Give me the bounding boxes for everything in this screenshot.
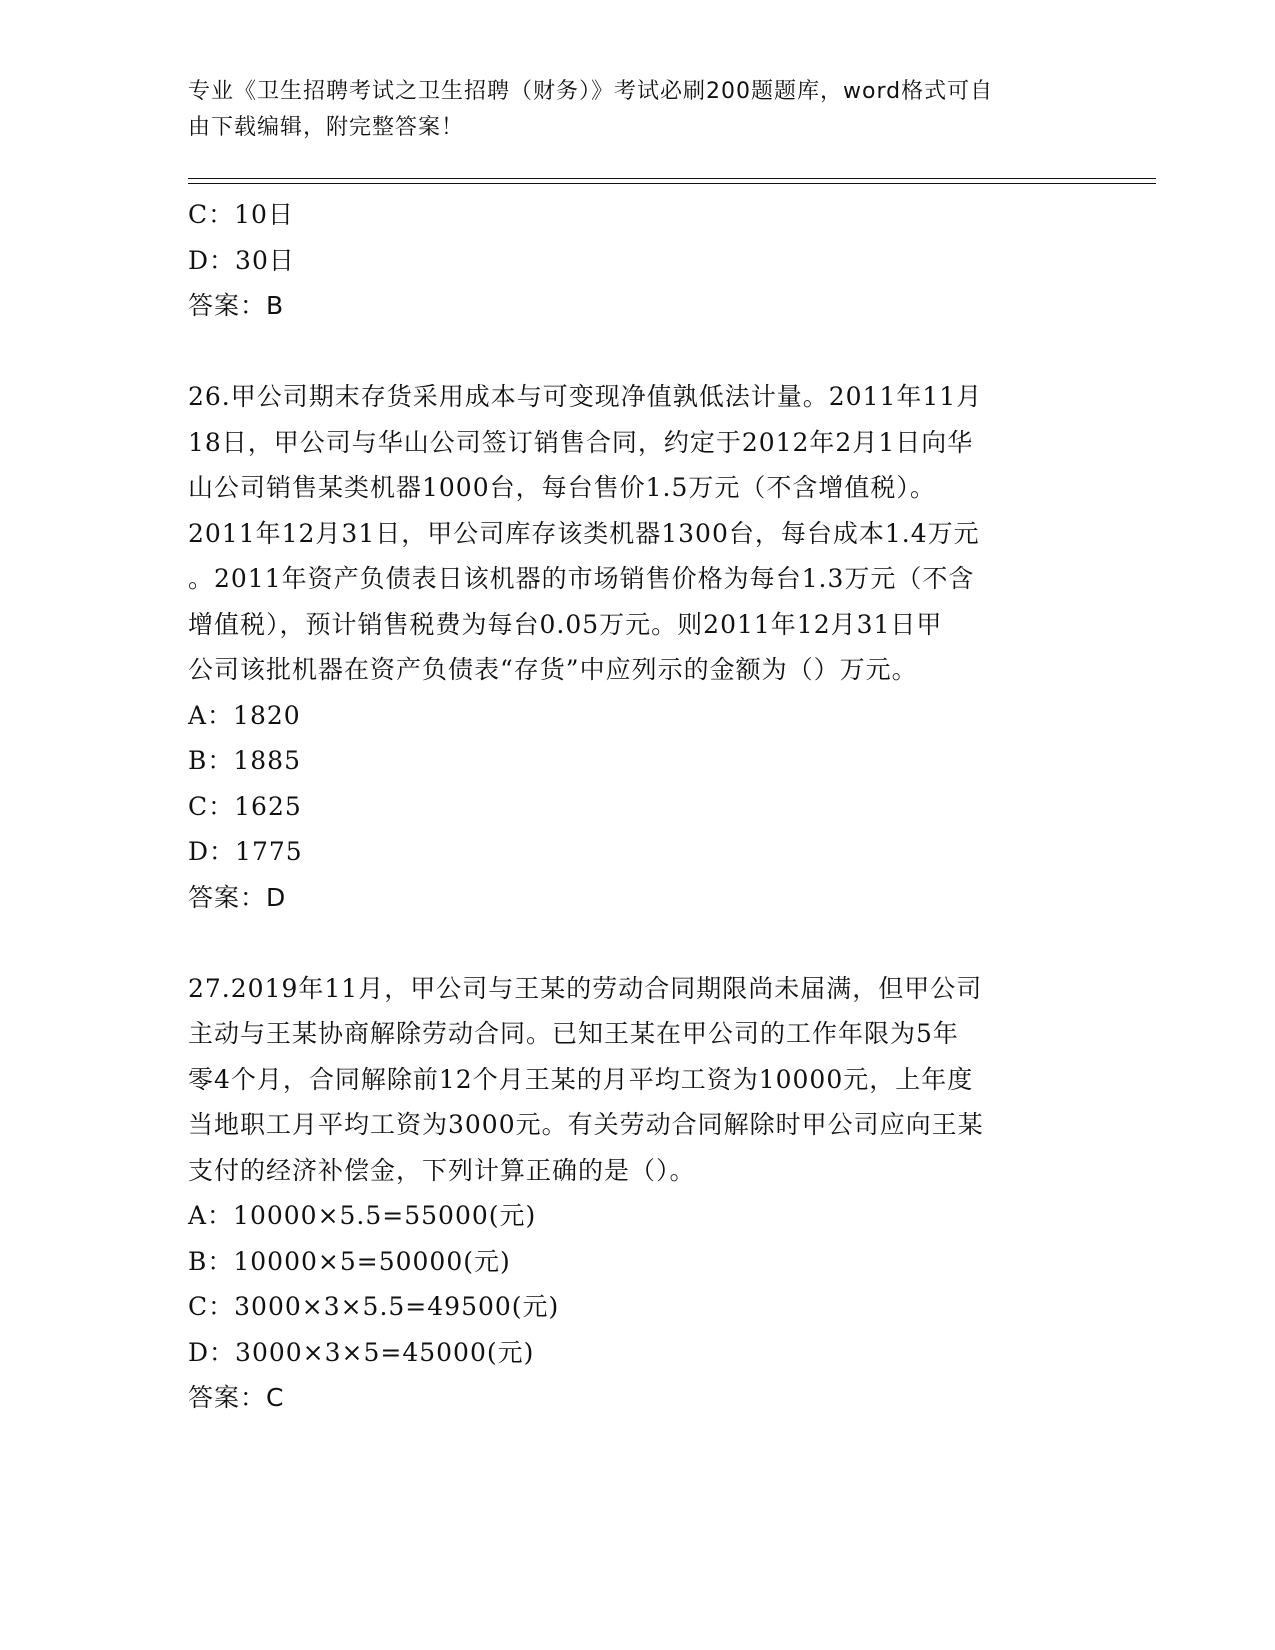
answer-line: 答案：D: [188, 882, 287, 912]
option-b: B：10000×5=50000(元): [188, 1246, 511, 1276]
header-divider-bottom: [188, 183, 1156, 184]
question-26: [188, 374, 1088, 920]
document-body: [188, 192, 1088, 1421]
header-line-1: 专业《卫生招聘考试之卫生招聘（财务）》考试必刷200题题库，word格式可自: [188, 79, 994, 104]
option-d: D：3000×3×5=45000(元): [188, 1337, 535, 1367]
question-text-line: 零4个月，合同解除前12个月王某的月平均工资为10000元，上年度: [188, 1064, 974, 1094]
question-text-line: 。2011年资产负债表日该机器的市场销售价格为每台1.3万元（不含: [188, 564, 975, 593]
question-text-line: 当地职工月平均工资为3000元。有关劳动合同解除时甲公司应向王某: [188, 1110, 984, 1139]
question-text-line: 支付的经济补偿金，下列计算正确的是（）。: [188, 1155, 696, 1185]
option-a: A：1820: [188, 700, 301, 730]
previous-question: [188, 192, 1088, 329]
question-text-line: 增值税），预计销售税费为每台0.05万元。则2011年12月31日甲: [188, 609, 943, 639]
option-c: C：3000×3×5.5=49500(元): [188, 1292, 560, 1321]
spacer: [188, 920, 1088, 966]
option-a: A：10000×5.5=55000(元): [188, 1201, 537, 1230]
question-text-line: 公司该批机器在资产负债表“存货”中应列示的金额为（）万元。: [188, 655, 918, 684]
option-d: D：1775: [188, 837, 303, 866]
question-text-line: 主动与王某协商解除劳动合同。已知王某在甲公司的工作年限为5年: [188, 1019, 959, 1048]
header-line-2: 由下载编辑，附完整答案！: [188, 115, 465, 140]
question-text-line: 山公司销售某类机器1000台，每台售价1.5万元（不含增值税）。: [188, 473, 936, 502]
spacer: [188, 329, 1088, 375]
question-text-line: 27.2019年11月，甲公司与王某的劳动合同期限尚未届满，但甲公司: [188, 973, 983, 1003]
question-27: [188, 966, 1088, 1421]
answer-line: 答案：C: [188, 1383, 285, 1412]
question-text-line: 2011年12月31日，甲公司库存该类机器1300台，每台成本1.4万元: [188, 518, 980, 548]
header-divider-top: [188, 178, 1156, 179]
question-text-line: 18日，甲公司与华山公司签订销售合同，约定于2012年2月1日向华: [188, 427, 974, 457]
answer-line: 答案：B: [188, 291, 285, 320]
question-text-line: 26.甲公司期末存货采用成本与可变现净值孰低法计量。2011年11月: [188, 382, 983, 411]
option-c: C：10日: [188, 200, 294, 229]
option-c: C：1625: [188, 791, 302, 821]
option-d: D：30日: [188, 245, 295, 275]
option-b: B：1885: [188, 746, 301, 775]
document-header: [188, 74, 1068, 146]
